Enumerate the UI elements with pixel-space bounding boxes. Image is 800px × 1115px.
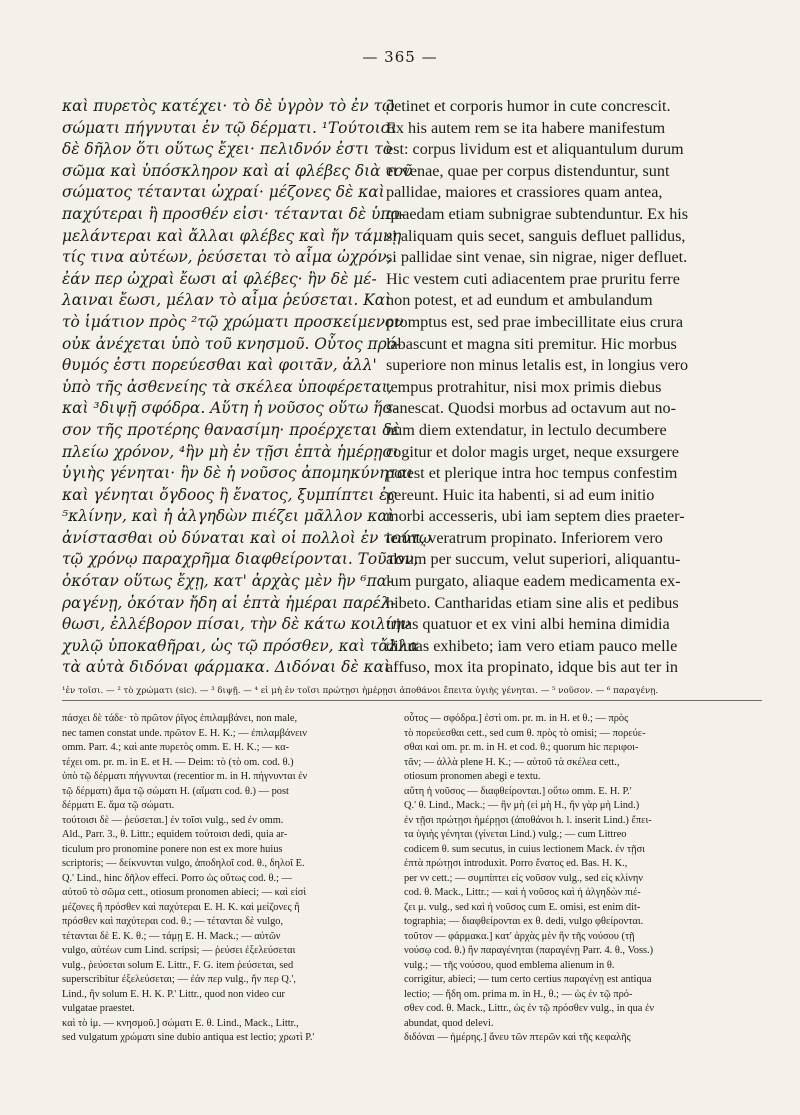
latin-text-line: non potest, et ad eundum et ambulandum xyxy=(386,291,653,310)
note-line: lectio; — ἤδη om. prima m. in H., θ.; — ὡς ἐν τῷ πρό- xyxy=(404,988,633,1000)
greek-text-line: τῷ χρόνῳ παραχρῆμα διαφθείρονται. Τοῦτον, xyxy=(62,550,419,569)
note-line: corrigitur, abieci; — tum certo certius παραγένῃ est antiqua xyxy=(404,974,652,985)
greek-text-line: λαιναι ἔωσι, μέλαν τὸ αἷμα ῥεύσεται. Καὶ xyxy=(62,291,392,310)
latin-text-line: tritas quatuor et ex vini albi hemina dimidia xyxy=(386,615,670,634)
greek-text-line: τὸ ἱμάτιον πρὸς ²τῷ χρώματι προσκείμενον xyxy=(62,312,404,331)
notes-divider xyxy=(62,700,762,701)
note-line: otiosum pronomen abegi e textu. xyxy=(404,771,541,782)
latin-text-line: cogitur et dolor magis urget, neque exsurgere xyxy=(386,442,679,461)
note-line: vulgatae praestet. xyxy=(62,1003,135,1014)
note-line: καὶ τὸ ἱμ. — κνησμοῦ.] σώματι E. θ. Lind., Mack., Littr., xyxy=(62,1017,299,1029)
note-line: τὸ πορεύεσθαι cett., sed cum θ. πρὸς τὸ omisi; — πορεύε- xyxy=(404,727,646,739)
note-line: tographia; — διαφθείρονται ex θ. dedi, vulgo φθείρονται. xyxy=(404,916,644,927)
note-line: Q.' Lind., hinc δῆλον effeci. Porro ὡς οὕτως cod. θ.; — xyxy=(62,872,292,884)
greek-text-line: σώματι πήγνυται ἐν τῷ δέρματι. ¹Τούτοισι xyxy=(62,118,398,137)
greek-text-column xyxy=(62,96,432,679)
latin-text-line: superiore non minus letalis est, in longius vero xyxy=(386,356,689,375)
greek-text-line: παχύτεραι ἢ προσθέν εἰσι· τέτανται δὲ ὑπο- xyxy=(62,204,405,223)
note-line: σθεν cod. θ. Mack., Littr., ὡς ἐν τῷ πρόσθεν vulg., in qua ἐν xyxy=(404,1003,655,1014)
greek-text-line: τίς τινα αὐτέων, ῥεύσεται τὸ αἷμα ὠχρόν, xyxy=(62,248,392,267)
note-line: τᾶν; — ἀλλὰ plene H. K.; — αὐτοῦ τὰ σκέλεα cett., xyxy=(404,756,620,768)
greek-text-line: σώματος τέτανται ὠχραί· μέζονες δὲ καὶ xyxy=(62,183,385,202)
note-line: τοῦτον — φάρμακα.] κατ' ἀρχὰς μὲν ἢν τῆς νούσου (τῇ xyxy=(404,930,635,942)
note-line: αὕτη ἡ νοῦσος — διαφθείρονται.] οὕτω omm. E. H. P.' xyxy=(404,785,632,797)
latin-text-line: promptus est, sed prae imbecillitate eius crura xyxy=(386,312,684,331)
note-line: οὗτος — σφόδρα.] ἐστὶ om. pr. m. in H. et θ.; — πρὸς xyxy=(404,713,629,724)
note-line: νούσῳ cod. θ.) ἢν παραγένηται (παραγένῃ Parr. 4. θ., Voss.) xyxy=(404,945,654,956)
latin-text-line: ierint, veratrum propinato. Inferiorem vero xyxy=(386,528,663,547)
note-line: Lind., ἢν solum E. H. K. P.' Littr., quod non video cur xyxy=(62,988,285,1000)
greek-text-line: θυμός ἐστι πορεύεσθαι καὶ φοιτᾶν, ἀλλ' xyxy=(62,356,377,375)
note-line: codicem θ. sum secutus, in cuius lectionem Mack. ἐν τῇσι xyxy=(404,843,645,855)
latin-text-line: num diem extendatur, in lectulo decumbere xyxy=(386,420,667,439)
latin-text-line: labascunt et magna siti premitur. Hic morbus xyxy=(386,334,677,353)
greek-text-line: ὑπὸ τῆς ἀσθενείης τὰ σκέλεα ὑποφέρεται, xyxy=(62,377,393,396)
note-line: vulg.; — τῆς νούσου, quod emblema alienum in θ. xyxy=(404,959,615,971)
latin-text-line: dilutas exhibeto; iam vero etiam pauco melle xyxy=(386,636,678,655)
note-line: per νν cett.; — συμπίπτει εἰς νοῦσον vulg., sed εἰς κλίνην xyxy=(404,872,643,884)
greek-text-line: ὁκόταν οὕτως ἔχῃ, κατ' ἀρχὰς μὲν ἢν ⁶πα- xyxy=(62,572,393,591)
note-line: nec tamen constat unde. πρῶτον E. H. K.; — ἐπιλαμβάνειν xyxy=(62,727,307,739)
greek-text-line: καὶ πυρετὸς κατέχει· τὸ δὲ ὑγρὸν τὸ ἐν τῷ xyxy=(62,97,395,115)
note-line: τα ὑγιὴς γένηται (γίνεται Lind.) vulg.; — cum Littreo xyxy=(404,829,627,840)
note-line: σθαι καὶ om. pr. m. in H. et cod. θ.; quorum hic περιφοι- xyxy=(404,742,639,753)
page-number: — 365 — xyxy=(362,48,438,66)
note-line: τέτανται δὲ E. K. θ.; — τάμῃ E. H. Mack.; — αὐτῶν xyxy=(62,930,281,942)
greek-text-line: χυλῷ ὑποκαθῆραι, ὡς τῷ πρόσθεν, καὶ τἄλλα xyxy=(62,636,419,655)
greek-text-line: σῶμα καὶ ὑπόσκληρον καὶ αἱ φλέβες διὰ τοῦ xyxy=(62,161,413,180)
note-line: omm. Parr. 4.; καὶ ante πυρετὸς omm. E. H. K.; — κα- xyxy=(62,742,290,753)
note-line: sed vulgatum χρώματι sine dubio antiqua est lectio; χρωτὶ P.' xyxy=(62,1032,315,1043)
greek-text-line: πλείω χρόνον, ⁴ἢν μὴ ἐν τῇσι ἑπτὰ ἡμέρῃσι xyxy=(62,442,399,461)
greek-text-line: μελάντεραι καὶ ἄλλαι φλέβες καὶ ἤν τάμνῃ xyxy=(62,226,402,245)
note-line: ζει μ. vulg., sed καὶ ἡ νοῦσος cum E. omisi, est enim dit- xyxy=(404,901,641,913)
note-line: διδόναι — ἡμέρης.] ἄνευ τῶν πτερῶν καὶ τῆς κεφαλῆς xyxy=(404,1032,631,1043)
note-line: vulgo, αὐτέων cum Lind. scripsi; — ῥεύσει ἐξελεύσεται xyxy=(62,945,296,956)
latin-text-line: pereunt. Huic ita habenti, si ad eum initio xyxy=(386,485,655,504)
note-line: abundat, quod delevi. xyxy=(404,1017,494,1029)
note-line: δέρματι E. ἅμα τῷ σώματι. xyxy=(62,800,175,811)
note-line: vulg., ῥεύσεται solum E. Littr., F. G. item ῥεύσεται, sed xyxy=(62,959,294,971)
greek-text-line: ὑγιὴς γένηται· ἢν δὲ ἡ νοῦσος ἀπομηκύνηται xyxy=(62,464,414,483)
greek-text-line: σον τῆς προτέρης θανασίμη· προέρχεται δὲ xyxy=(62,420,400,439)
latin-text-line: detinet et corporis humor in cute concrescit. xyxy=(386,97,671,115)
latin-text-line: si aliquam quis secet, sanguis defluet pallidus, xyxy=(386,226,686,245)
note-line: πάσχει δὲ τάδε· τὸ πρῶτον ῥῖγος ἐπιλαμβάνει, non male, xyxy=(62,713,298,724)
latin-text-line: et venae, quae per corpus distenduntur, sunt xyxy=(386,161,670,180)
latin-text-line: affuso, mox ita propinato, idque bis aut ter in xyxy=(386,658,678,677)
latin-text-line: quaedam etiam subnigrae subtenduntur. Ex his xyxy=(386,204,689,223)
latin-text-line: Hic vestem cuti adiacentem prae pruritu ferre xyxy=(386,269,680,288)
note-line: cod. θ. Mack., Littr.; — καὶ ἡ νοῦσος καὶ ἡ ἀλγηδὼν πιέ- xyxy=(404,887,641,898)
note-line: ἑπτὰ πρώτῃσι introduxit. Porro ἔνατος ed. Bas. H. K., xyxy=(404,858,628,869)
greek-text-line: ἐάν περ ὠχραὶ ἔωσι αἱ φλέβες· ἢν δὲ μέ- xyxy=(62,269,377,288)
greek-text-line: ⁵κλίνην, καὶ ἡ ἀλγηδὼν πιέζει μᾶλλον καὶ xyxy=(62,507,394,526)
latin-text-line: sanescat. Quodsi morbus ad octavum aut no- xyxy=(386,399,676,418)
latin-text-line: pallidae, maiores et crassiores quam antea, xyxy=(386,183,663,202)
latin-text-line: lum purgato, aliaque eadem medicamenta ex- xyxy=(386,572,681,591)
note-line: ticulum pro pronomine ponere non est ex more huius xyxy=(62,843,283,855)
latin-text-line: Ex his autem rem se ita habere manifestum xyxy=(386,118,666,137)
greek-text-line: καὶ γένηται ὄγδοος ἢ ἔνατος, ξυμπίπτει ἐς xyxy=(62,485,397,504)
latin-text-line: hibeto. Cantharidas etiam sine alis et pedibus xyxy=(386,593,679,612)
latin-text-line: alvum per succum, velut superiori, aliquantu- xyxy=(386,550,681,569)
critical-notes-left xyxy=(62,712,402,1046)
note-line: μέζονες ἢ πρόσθεν καὶ παχύτεραι E. H. K. καὶ μείζονες ἢ xyxy=(62,901,300,913)
note-line: τούτοισι δὲ — ῥεύσεται.] ἐν τοῖσι vulg., sed ἐν omm. xyxy=(62,814,284,826)
latin-text-line: est: corpus lividum est et aliquantulum durum xyxy=(386,140,684,159)
note-line: ὑπὸ τῷ δέρματι πήγνυνται (recentior m. in H. πήγνυνται ἐν xyxy=(62,771,308,782)
greek-text-line: θωσι, ἐλλέβορον πίσαι, τὴν δὲ κάτω κοιλίην xyxy=(62,615,411,634)
note-line: τέχει om. pr. m. in E. et H. — Deim: τὸ (τὸ om. cod. θ.) xyxy=(62,756,294,768)
latin-text-line: morbi accesseris, ubi iam septem dies praeter- xyxy=(386,507,685,526)
latin-text-line: potest et plerique intra hoc tempus confestim xyxy=(386,464,678,483)
note-line: Ald., Parr. 3., θ. Littr.; equidem τούτοισι dedi, quia ar- xyxy=(62,829,288,840)
note-line: scriptoris; — δείκνυνται vulgo, ἀποδηλοῖ cod. θ., δηλοῖ E. xyxy=(62,858,305,869)
greek-text-line: ραγένῃ, ὁκόταν ἤδη αἱ ἑπτὰ ἡμέραι παρέλ- xyxy=(62,593,396,612)
footnotes: ¹ἐν τοῖσι. — ² τὸ χρώματι (sic). — ³ διψῇ. — ⁴ εἰ μὴ ἐν τοῖσι πρώτῃσι ἡμέρῃσι ἀποθάνοι ἔπειτα ὑγιὴς γένηται. — ⁵ νοῦσον. — ⁶ παραγένῃ. xyxy=(62,686,659,696)
note-line: Q.' θ. Lind., Mack.; — ἢν μὴ (εἰ μὴ H., ἢν γὰρ μὴ Lind.) xyxy=(404,800,640,811)
note-line: πρόσθεν καὶ παχύτεραι cod. θ.; — τέτανται δὲ vulgo, xyxy=(62,916,284,927)
latin-text-line: tempus protrahitur, nisi mox primis diebus xyxy=(386,377,662,396)
greek-text-line: τὰ αὐτὰ διδόναι φάρμακα. Διδόναι δὲ καὶ xyxy=(62,658,391,677)
greek-text-line: καὶ ³διψῇ σφόδρα. Αὕτη ἡ νοῦσος οὕτω ἥσ- xyxy=(62,399,399,418)
latin-text-line: si pallidae sint venae, sin nigrae, niger defluet. xyxy=(386,248,688,267)
note-line: αὐτοῦ τὸ σῶμα cett., otiosum pronomen abieci; — καὶ εἰσὶ xyxy=(62,887,307,898)
critical-notes-right xyxy=(404,712,766,1046)
note-line: ἐν τῇσι πρώτῃσι ἡμέρῃσι (ἀποθάνοι h. l. inserit Lind.) ἔπει- xyxy=(404,814,652,826)
note-line: τῷ δέρματι) ἅμα τῷ σώματι H. (αἵματι cod. θ.) — post xyxy=(62,785,289,797)
latin-translation-column xyxy=(386,96,761,679)
note-line: superscribitur ἐξελεύσεται; — ἐάν περ vulg., ἤν περ Q.', xyxy=(62,974,296,985)
greek-text-line: ἀνίστασθαι οὐ δύναται καὶ οἱ πολλοὶ ἐν τούτῳ xyxy=(62,528,432,547)
greek-text-line: δὲ δῆλον ὅτι οὕτως ἔχει· πελιδνόν ἐστι τὸ xyxy=(62,140,393,159)
greek-text-line: οὐκ ἀνέχεται ὑπὸ τοῦ κνησμοῦ. Οὗτος πρό- xyxy=(62,334,402,353)
